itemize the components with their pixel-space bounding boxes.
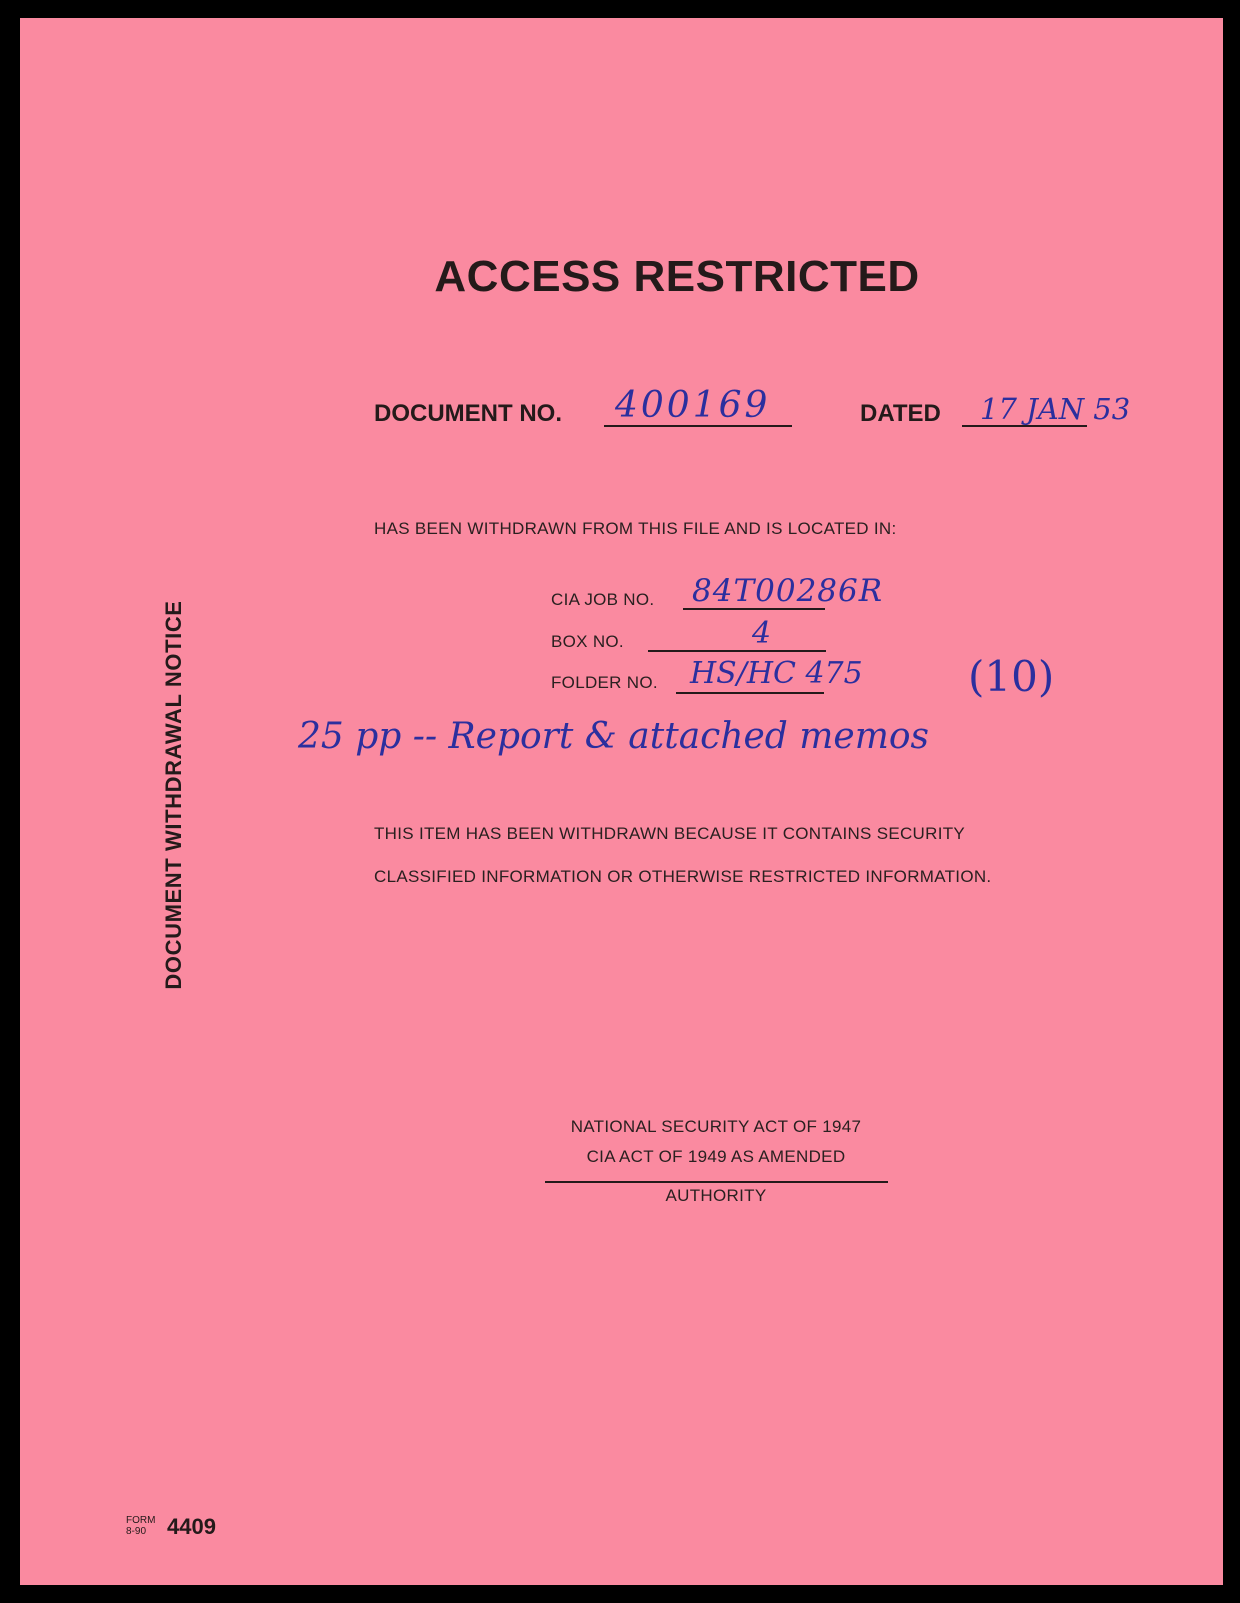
- page-title: ACCESS RESTRICTED: [434, 252, 920, 301]
- reason-line-1: THIS ITEM HAS BEEN WITHDRAWN BECAUSE IT CONTAINS SECURITY: [374, 824, 966, 843]
- form-number: 4409: [167, 1514, 216, 1539]
- cia-job-label: CIA JOB NO.: [551, 590, 655, 609]
- form-label-bottom: 8-90: [126, 1526, 147, 1537]
- dated-value: 17 JAN 53: [980, 392, 1131, 426]
- handwritten-note: 25 pp -- Report & attached memos: [298, 716, 930, 757]
- authority-line-2: CIA ACT OF 1949 AS AMENDED: [586, 1147, 846, 1166]
- authority-line-1: NATIONAL SECURITY ACT OF 1947: [570, 1117, 862, 1136]
- box-label: BOX NO.: [551, 632, 624, 651]
- form-label-top: FORM: [126, 1515, 156, 1526]
- document-number-value: 400169: [615, 385, 771, 426]
- folder-value: HS/HC 475: [690, 656, 863, 691]
- form-label: [126, 1515, 155, 1537]
- withdrawn-statement: HAS BEEN WITHDRAWN FROM THIS FILE AND IS LOCATED IN:: [374, 519, 897, 538]
- folder-note: (10): [968, 652, 1055, 701]
- reason-line-2: CLASSIFIED INFORMATION OR OTHERWISE RESTRICTED INFORMATION.: [374, 867, 992, 886]
- cia-job-value: 84T00286R: [692, 573, 884, 609]
- dated-label: DATED: [860, 400, 941, 427]
- folder-label: FOLDER NO.: [551, 673, 658, 692]
- side-label: DOCUMENT WITHDRAWAL NOTICE: [161, 600, 186, 990]
- folder-underline: [676, 692, 824, 694]
- box-value: 4: [752, 616, 772, 651]
- authority-label: AUTHORITY: [665, 1186, 767, 1205]
- document-number-label: DOCUMENT NO.: [374, 400, 562, 427]
- box-underline: [648, 650, 826, 652]
- authority-divider: [545, 1181, 888, 1183]
